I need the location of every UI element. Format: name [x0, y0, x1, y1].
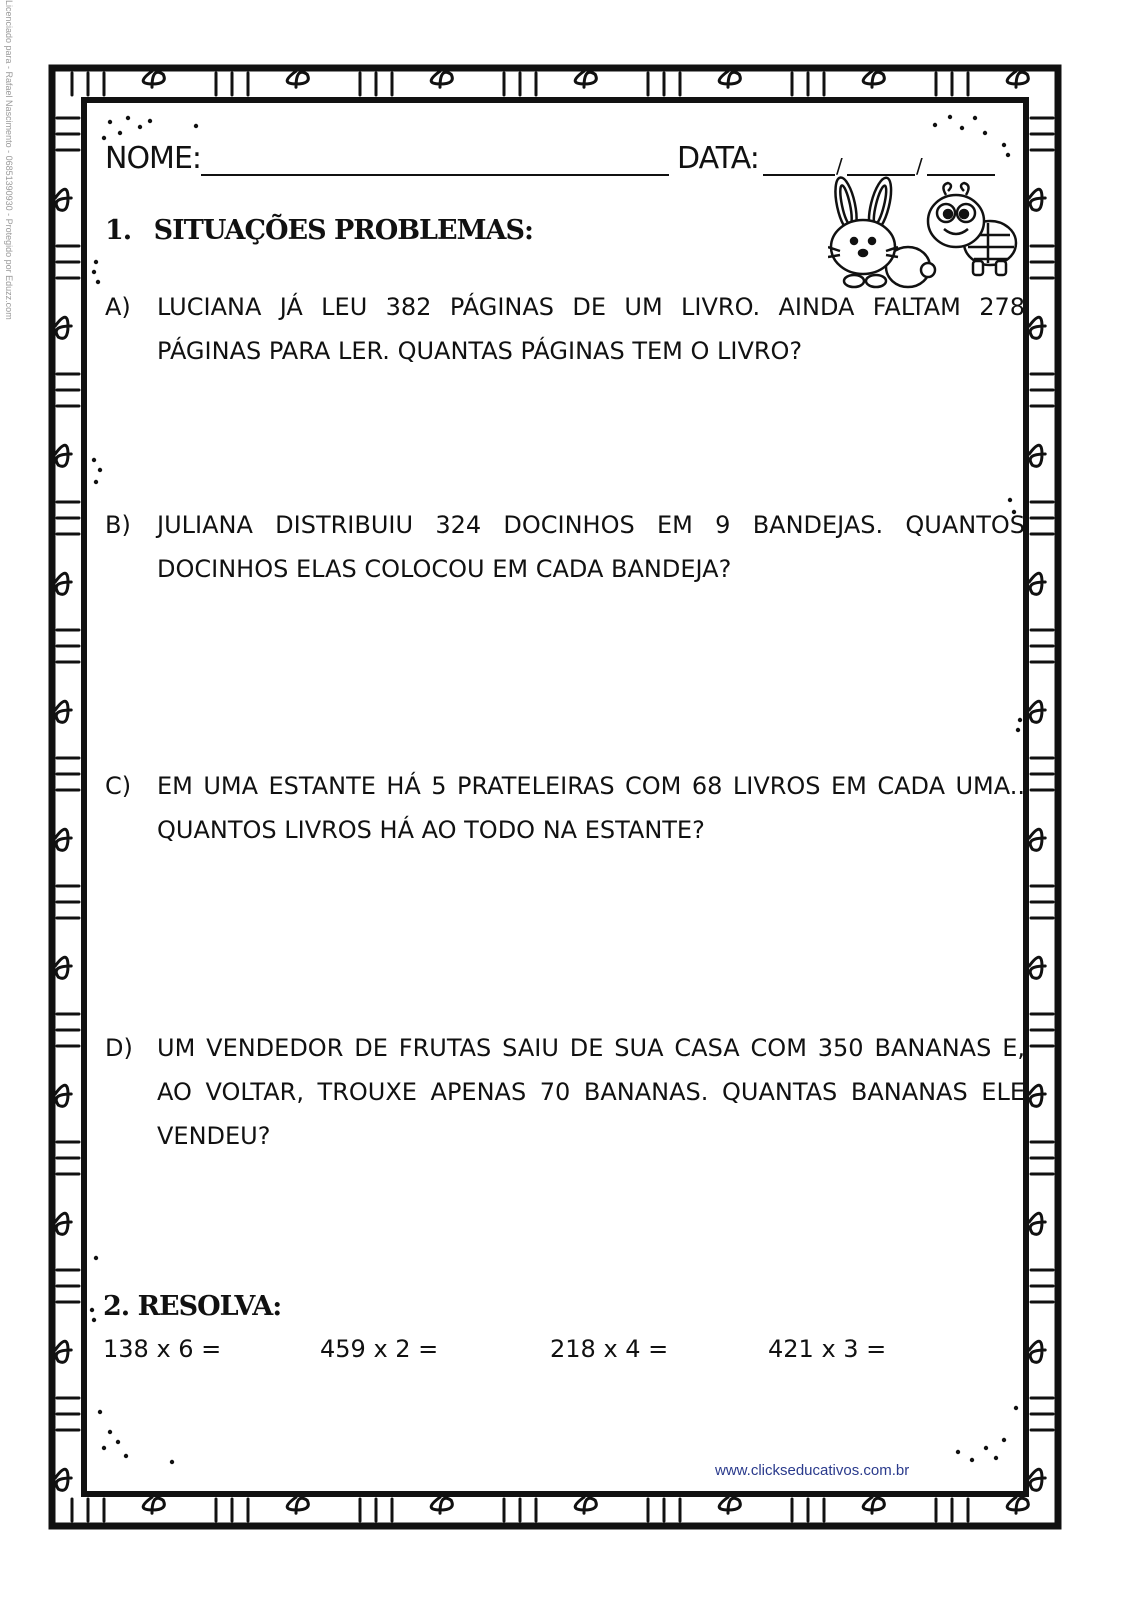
worksheet-content	[100, 0, 1050, 1600]
date-separator: /	[836, 154, 842, 178]
license-watermark: Licenciado para - Rafael Nascimento - 06851390930 - Protegido por Eduzz.com	[4, 0, 14, 320]
calc-item: 421 x 3 =	[768, 1335, 887, 1363]
question-text: JULIANA DISTRIBUIU 324 DOCINHOS EM 9 BANDEJAS. QUANTOS DOCINHOS ELAS COLOCOU EM CADA BANDEJA?	[157, 511, 1025, 583]
question-letter: A)	[105, 293, 131, 321]
calc-item: 459 x 2 =	[320, 1335, 439, 1363]
footer-link[interactable]: www.clickseducativos.com.br	[715, 1462, 910, 1479]
date-month-field[interactable]	[847, 174, 915, 176]
calc-item: 138 x 6 =	[103, 1335, 222, 1363]
question-letter: B)	[105, 511, 131, 539]
section-1-title: SITUAÇÕES PROBLEMAS:	[153, 215, 533, 246]
date-separator: /	[916, 154, 922, 178]
question-text: LUCIANA JÁ LEU 382 PÁGINAS DE UM LIVRO. AINDA FALTAM 278 PÁGINAS PARA LER. QUANTAS PÁGINAS TEM O LIVRO?	[157, 293, 1025, 365]
calc-item: 218 x 4 =	[550, 1335, 669, 1363]
name-label: NOME:	[105, 141, 202, 176]
section-1-heading	[105, 215, 533, 246]
section-2-heading: 2. RESOLVA:	[103, 1291, 282, 1322]
date-year-field[interactable]	[927, 174, 995, 176]
calculation-row	[100, 1335, 1000, 1375]
question-letter: D)	[105, 1034, 133, 1062]
name-field[interactable]	[201, 174, 669, 176]
question-a	[105, 285, 1030, 375]
section-1-number: 1.	[105, 215, 132, 246]
question-text: UM VENDEDOR DE FRUTAS SAIU DE SUA CASA COM 350 BANANAS E, AO VOLTAR, TROUXE APENAS 70 BANANAS. QUANTAS BANANAS ELE VENDEU?	[157, 1034, 1025, 1150]
question-c	[105, 764, 1030, 854]
question-text: EM UMA ESTANTE HÁ 5 PRATELEIRAS COM 68 LIVROS EM CADA UMA.. QUANTOS LIVROS HÁ AO TODO NA ESTANTE?	[157, 772, 1025, 844]
date-day-field[interactable]	[763, 174, 835, 176]
date-label: DATA:	[677, 141, 759, 176]
student-header	[105, 138, 1025, 182]
question-letter: C)	[105, 772, 132, 800]
question-d	[105, 1026, 1030, 1160]
question-b	[105, 503, 1030, 593]
